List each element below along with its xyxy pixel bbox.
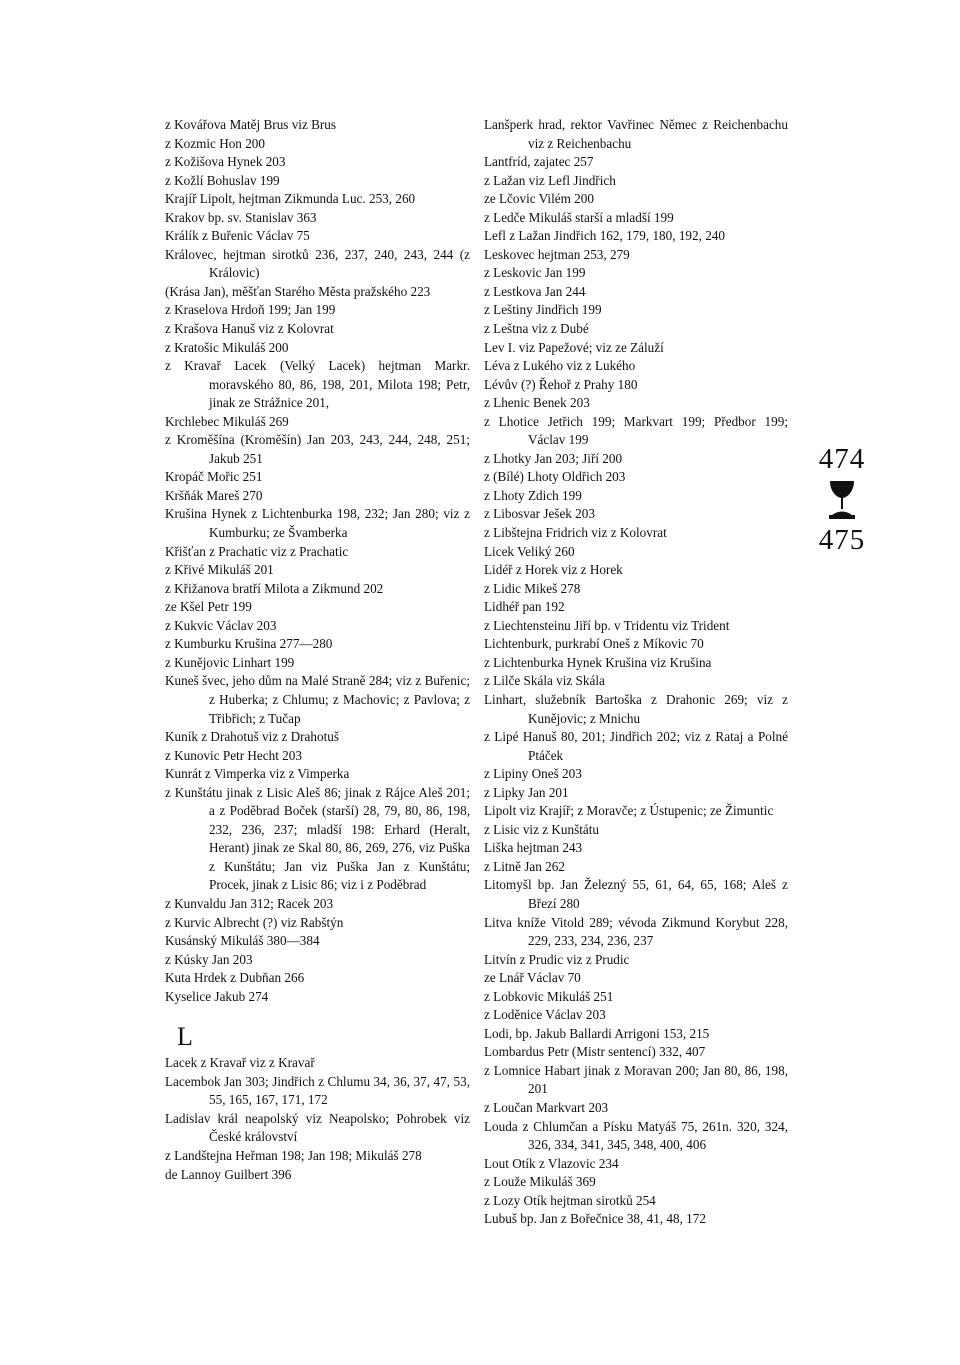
index-entry: Lubuš bp. Jan z Bořečnice 38, 41, 48, 172 [484, 1211, 706, 1227]
index-entry: z Lisic viz z Kunštátu [484, 821, 599, 837]
index-entry: Kršňák Mareš 270 [165, 487, 263, 503]
index-entry: Litvín z Prudic viz z Prudic [484, 951, 630, 967]
left-index-column [165, 116, 470, 1184]
index-entry: Lefl z Lažan Jindřich 162, 179, 180, 192, 240 [484, 228, 725, 244]
index-entry: Křišťan z Prachatic viz z Prachatic [165, 543, 349, 559]
section-letter-heading: L [177, 1022, 193, 1052]
index-entry: z Lestkova Jan 244 [484, 283, 586, 299]
index-entry: z Kožlí Bohuslav 199 [165, 172, 280, 188]
section-spacer [165, 1006, 470, 1012]
index-entry: Ladislav král neapolský viz Neapolsko; Pohrobek viz České království [165, 1110, 470, 1145]
index-entry: Kropáč Mořic 251 [165, 469, 263, 485]
index-entry: Lidéř z Horek viz z Horek [484, 562, 623, 578]
index-entry: Lodi, bp. Jakub Ballardi Arrigoni 153, 215 [484, 1025, 710, 1041]
index-entry: Kuník z Drahotuš viz z Drahotuš [165, 729, 339, 745]
index-entry: z Litně Jan 262 [484, 858, 565, 874]
index-entry: z Lichtenburka Hynek Krušina viz Krušina [484, 654, 712, 670]
index-entry: Liška hejtman 243 [484, 840, 583, 856]
index-entry: Lipolt viz Krajíř; z Moravče; z Ústupenic; ze Žimuntic [484, 803, 774, 819]
index-entry: z Loděnice Václav 203 [484, 1007, 606, 1023]
index-entry: Krajíř Lipolt, hejtman Zikmunda Luc. 253, 260 [165, 191, 416, 207]
index-entry: ze Lnář Václav 70 [484, 970, 581, 986]
index-entry: z Lilče Skála viz Skála [484, 673, 605, 689]
index-entry: Lombardus Petr (Mistr sentencí) 332, 407 [484, 1044, 706, 1060]
index-entry: Lev I. viz Papežové; viz ze Záluží [484, 339, 664, 355]
index-entry: z Kraselova Hrdoň 199; Jan 199 [165, 302, 336, 318]
index-entry: z Lidic Mikeš 278 [484, 580, 581, 596]
index-entry: de Lannoy Guilbert 396 [165, 1166, 292, 1182]
index-entry: z Kratošic Mikuláš 200 [165, 339, 289, 355]
index-entry: z Libosvar Ješek 203 [484, 506, 595, 522]
index-entry: Lichtenburk, purkrabí Oneš z Míkovic 70 [484, 636, 704, 652]
index-entry: Licek Veliký 260 [484, 543, 575, 559]
index-entry: z Kovářova Matěj Brus viz Brus [165, 117, 337, 132]
index-entry: Litva kníže Vitold 289; vévoda Zikmund Korybut 228, 229, 233, 234, 236, 237 [484, 914, 788, 949]
index-entry: z Kurvic Albrecht (?) viz Rabštýn [165, 914, 344, 930]
index-entry: Kusánský Mikuláš 380—384 [165, 933, 320, 949]
page-number-top: 474 [818, 443, 866, 475]
index-entry: z Libštejna Fridrich viz z Kolovrat [484, 525, 667, 541]
index-entry: z Loučan Markvart 203 [484, 1099, 609, 1115]
index-entry: z Lhenic Benek 203 [484, 395, 590, 411]
index-entry: z Kunštátu jinak z Lisic Aleš 86; jinak z Rájce Aleš 201; a z Poděbrad Boček (starší) 28, 79, 80, 86, 198, 232, 236, 237; mladší 198: Erhard (Heralt, Herant) jinak ze Skal 80, 86, 269, 276, viz Puška z Kunštátu; Jan viz Puška Jan z Kunštátu; Procek, jinak z Lisic 86; viz i z Poděbrad [165, 784, 470, 893]
index-entry: z Ledče Mikuláš starší a mladší 199 [484, 209, 674, 225]
index-entry: Krakov bp. sv. Stanislav 363 [165, 209, 317, 225]
index-entry: z Kroměšína (Kroměšín) Jan 203, 243, 244, 248, 251; Jakub 251 [165, 432, 470, 466]
index-entry: z Leskovic Jan 199 [484, 265, 586, 281]
index-entry: Lantfríd, zajatec 257 [484, 154, 594, 170]
index-entry: z Kunvaldu Jan 312; Racek 203 [165, 895, 334, 911]
index-entry: Louda z Chlumčan a Písku Matyáš 75, 261n. 320, 324, 326, 334, 341, 345, 348, 400, 406 [484, 1118, 788, 1153]
index-entry: z Lhotky Jan 203; Jiří 200 [484, 450, 623, 466]
index-entry: Léva z Lukého viz z Lukého [484, 358, 636, 374]
index-entry: Lout Otík z Vlazovic 234 [484, 1155, 619, 1171]
index-entry: z Kúsky Jan 203 [165, 951, 253, 967]
index-entry: z Lipiny Oneš 203 [484, 766, 582, 782]
index-entry: z Kožišova Hynek 203 [165, 154, 286, 170]
index-entry: Krchlebec Mikuláš 269 [165, 413, 289, 429]
index-entry: Lacembok Jan 303; Jindřich z Chlumu 34, 36, 37, 47, 53, 55, 165, 167, 171, 172 [165, 1073, 470, 1108]
index-entry: Litomyšl bp. Jan Železný 55, 61, 64, 65, 168; Aleš z Březí 280 [484, 877, 788, 911]
index-entry: Lévův (?) Řehoř z Prahy 180 [484, 376, 638, 392]
page-number-bottom: 475 [818, 524, 866, 556]
index-entry: Lacek z Kravař viz z Kravař [165, 1055, 315, 1071]
index-entry: Kuta Hrdek z Dubňan 266 [165, 970, 305, 986]
index-entry: Linhart, služebník Bartoška z Drahonic 269; viz z Kunějovic; z Mnichu [484, 691, 788, 726]
index-entry: z (Bílé) Lhoty Oldřich 203 [484, 469, 626, 485]
index-entry: z Krašova Hanuš viz z Kolovrat [165, 321, 334, 337]
index-entry: z Kukvic Václav 203 [165, 617, 277, 633]
index-entry: z Kozmic Hon 200 [165, 135, 265, 151]
index-entry: z Kumburku Krušina 277—280 [165, 636, 333, 652]
index-entry: (Krása Jan), měšťan Starého Města pražského 223 [165, 283, 431, 299]
index-entry: ze Kšel Petr 199 [165, 599, 252, 615]
index-entry: z Kravař Lacek (Velký Lacek) hejtman Markr. moravského 80, 86, 198, 201, Milota 198; Petr, jinak ze Strážnice 201, [165, 358, 470, 411]
index-entry: Kunrát z Vimperka viz z Vimperka [165, 766, 350, 782]
index-entry: z Kunovic Petr Hecht 203 [165, 747, 302, 763]
index-entry: z Lažan viz Lefl Jindřich [484, 172, 616, 188]
index-entry: ze Lčovic Vilém 200 [484, 191, 594, 207]
index-entry: z Leštiny Jindřich 199 [484, 302, 602, 318]
index-entry: z Leštna viz z Dubé [484, 321, 589, 337]
index-entry: Lanšperk hrad, rektor Vavřinec Němec z Reichenbachu viz z Reichenbachu [484, 117, 788, 151]
right-index-column [484, 116, 788, 1229]
index-entry: Lidhéř pan 192 [484, 599, 565, 615]
index-entry: Krušina Hynek z Lichtenburka 198, 232; Jan 280; viz z Kumburku; ze Švamberka [165, 506, 470, 541]
index-entry: Leskovec hejtman 253, 279 [484, 246, 630, 262]
index-entry: z Landštejna Heřman 198; Jan 198; Mikuláš 278 [165, 1147, 422, 1163]
index-entry: Králík z Buřenic Václav 75 [165, 228, 310, 244]
index-entry: z Lomnice Habart jinak z Moravan 200; Jan 80, 86, 198, 201 [484, 1062, 788, 1097]
index-entry: z Liechtensteinu Jiří bp. v Tridentu viz Trident [484, 617, 730, 633]
index-entry: z Lipky Jan 201 [484, 784, 569, 800]
index-entry: z Louže Mikuláš 369 [484, 1174, 596, 1190]
index-entry: z Křivé Mikuláš 201 [165, 562, 274, 578]
index-entry: z Lozy Otík hejtman sirotků 254 [484, 1192, 656, 1208]
index-entry: z Lipé Hanuš 80, 201; Jindřich 202; viz z Rataj a Polné Ptáček [484, 729, 788, 763]
page-number-marker [812, 443, 872, 556]
index-entry: Kuneš švec, jeho dům na Malé Straně 284; viz z Buřenic; z Huberka; z Chlumu; z Machovic; z Pavlova; z Třibřich; z Tučap [165, 673, 470, 726]
index-entry: z Kunějovic Linhart 199 [165, 654, 295, 670]
index-entry: z Lhotice Jetřich 199; Markvart 199; Předbor 199; Václav 199 [484, 413, 788, 448]
index-entry: z Křižanova bratří Milota a Zikmund 202 [165, 580, 384, 596]
index-entry: Kyselice Jakub 274 [165, 988, 269, 1004]
index-entry: z Lobkovic Mikuláš 251 [484, 988, 614, 1004]
index-entry: Královec, hejtman sirotků 236, 237, 240, 243, 244 (z Královic) [165, 246, 470, 281]
chalice-icon [827, 479, 857, 521]
index-entry: z Lhoty Zdich 199 [484, 487, 582, 503]
